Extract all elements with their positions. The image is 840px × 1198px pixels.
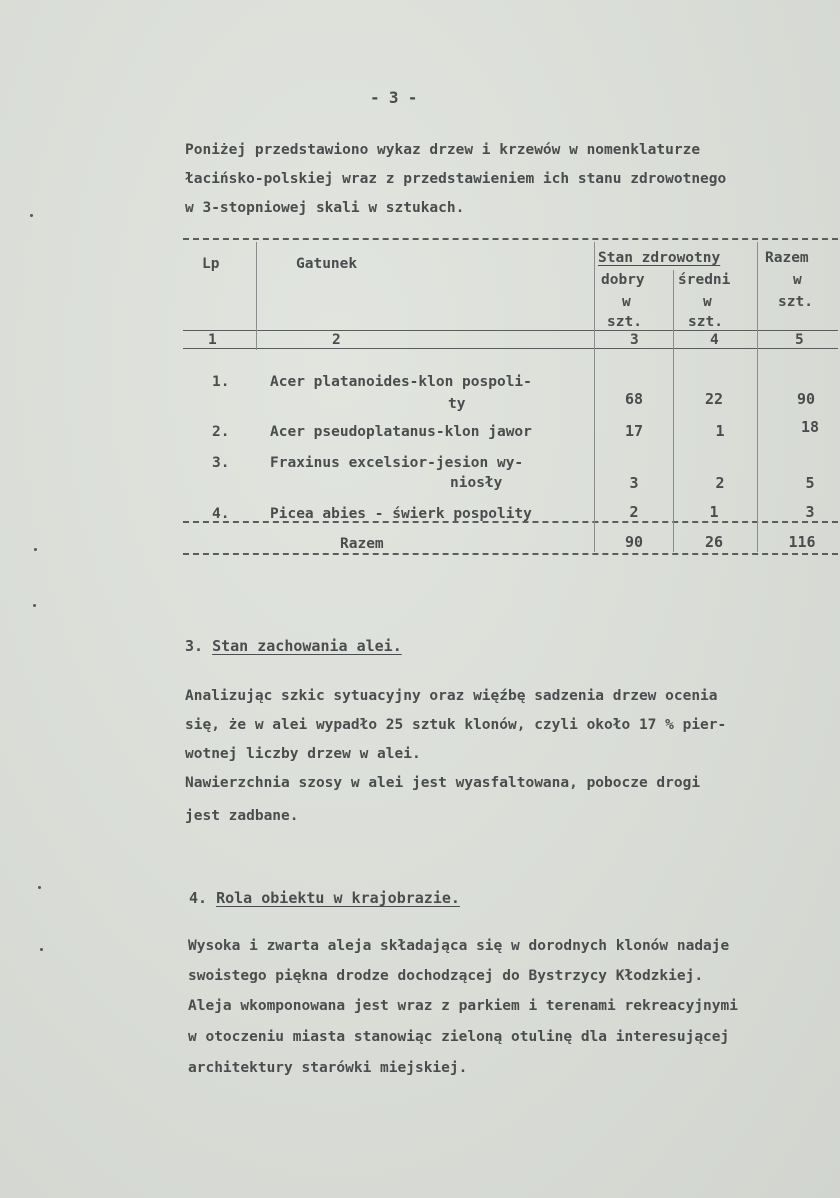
row-sredni: 1 <box>709 503 719 521</box>
section-line: jest zadbane. <box>185 808 299 824</box>
total-sredni: 26 <box>704 533 724 551</box>
header-gatunek: Gatunek <box>296 256 358 272</box>
row-species-cont: niosły <box>450 475 503 491</box>
section-line: w otoczeniu miasta stanowiąc zieloną otulinę dla interesującej <box>188 1029 730 1045</box>
row-sredni: 1 <box>715 422 725 440</box>
row-lp: 2. <box>212 424 230 440</box>
row-dobry: 2 <box>629 503 639 521</box>
section-line: wotnej liczby drzew w alei. <box>185 746 421 762</box>
row-dobry: 68 <box>624 390 644 408</box>
row-species-cont: ty <box>448 396 466 412</box>
page-number: - 3 - <box>370 88 418 107</box>
intro-line: w 3-stopniowej skali w sztukach. <box>185 200 465 216</box>
header-dobry: dobry <box>601 272 645 288</box>
row-lp: 1. <box>212 374 230 390</box>
section-line: Analizując szkic sytuacyjny oraz więźbę sadzenia drzew ocenia <box>185 688 718 704</box>
total-label: Razem <box>340 536 384 552</box>
section-number: 4. <box>189 889 208 907</box>
header-dobry-szt: szt. <box>607 314 642 330</box>
total-dobry: 90 <box>624 533 644 551</box>
header-razem: Razem <box>765 250 809 266</box>
row-razem: 5 <box>805 474 815 492</box>
section-title: Stan zachowania alei. <box>212 637 402 655</box>
header-sredni-szt: szt. <box>688 314 723 330</box>
row-sredni: 2 <box>715 474 725 492</box>
row-species: Acer platanoides-klon pospoli- <box>270 374 532 390</box>
row-species: Acer pseudoplatanus-klon jawor <box>270 424 532 440</box>
header-stan-zdrowotny: Stan zdrowotny <box>598 250 721 266</box>
row-lp: 4. <box>212 506 230 522</box>
section-title: Rola obiektu w krajobrazie. <box>216 889 460 907</box>
margin-mark <box>34 548 37 551</box>
header-dobry-w: w <box>622 294 631 310</box>
row-razem: 90 <box>796 390 816 408</box>
header-razem-szt: szt. <box>778 294 813 310</box>
row-species: Picea abies - świerk pospolity <box>270 506 532 522</box>
total-razem: 116 <box>788 533 816 551</box>
row-lp: 3. <box>212 455 230 471</box>
col-number: 1 <box>208 332 217 348</box>
section-line: swoistego piękna drodze dochodzącej do Bystrzycy Kłodzkiej. <box>188 968 704 984</box>
section-line: architektury starówki miejskiej. <box>188 1060 468 1076</box>
margin-mark <box>33 604 36 607</box>
row-razem: 3 <box>805 503 815 521</box>
section-line: się, że w alei wypadło 25 sztuk klonów, czyli około 17 % pier- <box>185 717 727 733</box>
row-sredni: 22 <box>704 390 724 408</box>
intro-line: Poniżej przedstawiono wykaz drzew i krzewów w nomenklaturze <box>185 142 701 158</box>
header-sredni-w: w <box>703 294 712 310</box>
margin-mark <box>38 886 41 889</box>
section-line: Aleja wkomponowana jest wraz z parkiem i terenami rekreacyjnymi <box>188 998 738 1014</box>
col-number: 5 <box>795 332 804 348</box>
section-line: Wysoka i zwarta aleja składająca się w dorodnych klonów nadaje <box>188 938 730 954</box>
row-razem: 18 <box>800 418 820 436</box>
row-species: Fraxinus excelsior-jesion wy- <box>270 455 524 471</box>
section-heading <box>189 889 460 907</box>
intro-line: łacińsko-polskiej wraz z przedstawieniem ich stanu zdrowotnego <box>185 171 727 187</box>
section-line: Nawierzchnia szosy w alei jest wyasfaltowana, pobocze drogi <box>185 775 701 791</box>
col-number: 3 <box>630 332 639 348</box>
row-dobry: 3 <box>629 474 639 492</box>
section-heading <box>185 637 402 655</box>
margin-mark <box>30 214 33 217</box>
margin-mark <box>40 948 43 951</box>
header-sredni: średni <box>678 272 731 288</box>
header-lp: Lp <box>202 256 220 272</box>
header-razem-w: w <box>793 272 802 288</box>
section-number: 3. <box>185 637 204 655</box>
row-dobry: 17 <box>624 422 644 440</box>
col-number: 4 <box>710 332 719 348</box>
col-number: 2 <box>332 332 341 348</box>
